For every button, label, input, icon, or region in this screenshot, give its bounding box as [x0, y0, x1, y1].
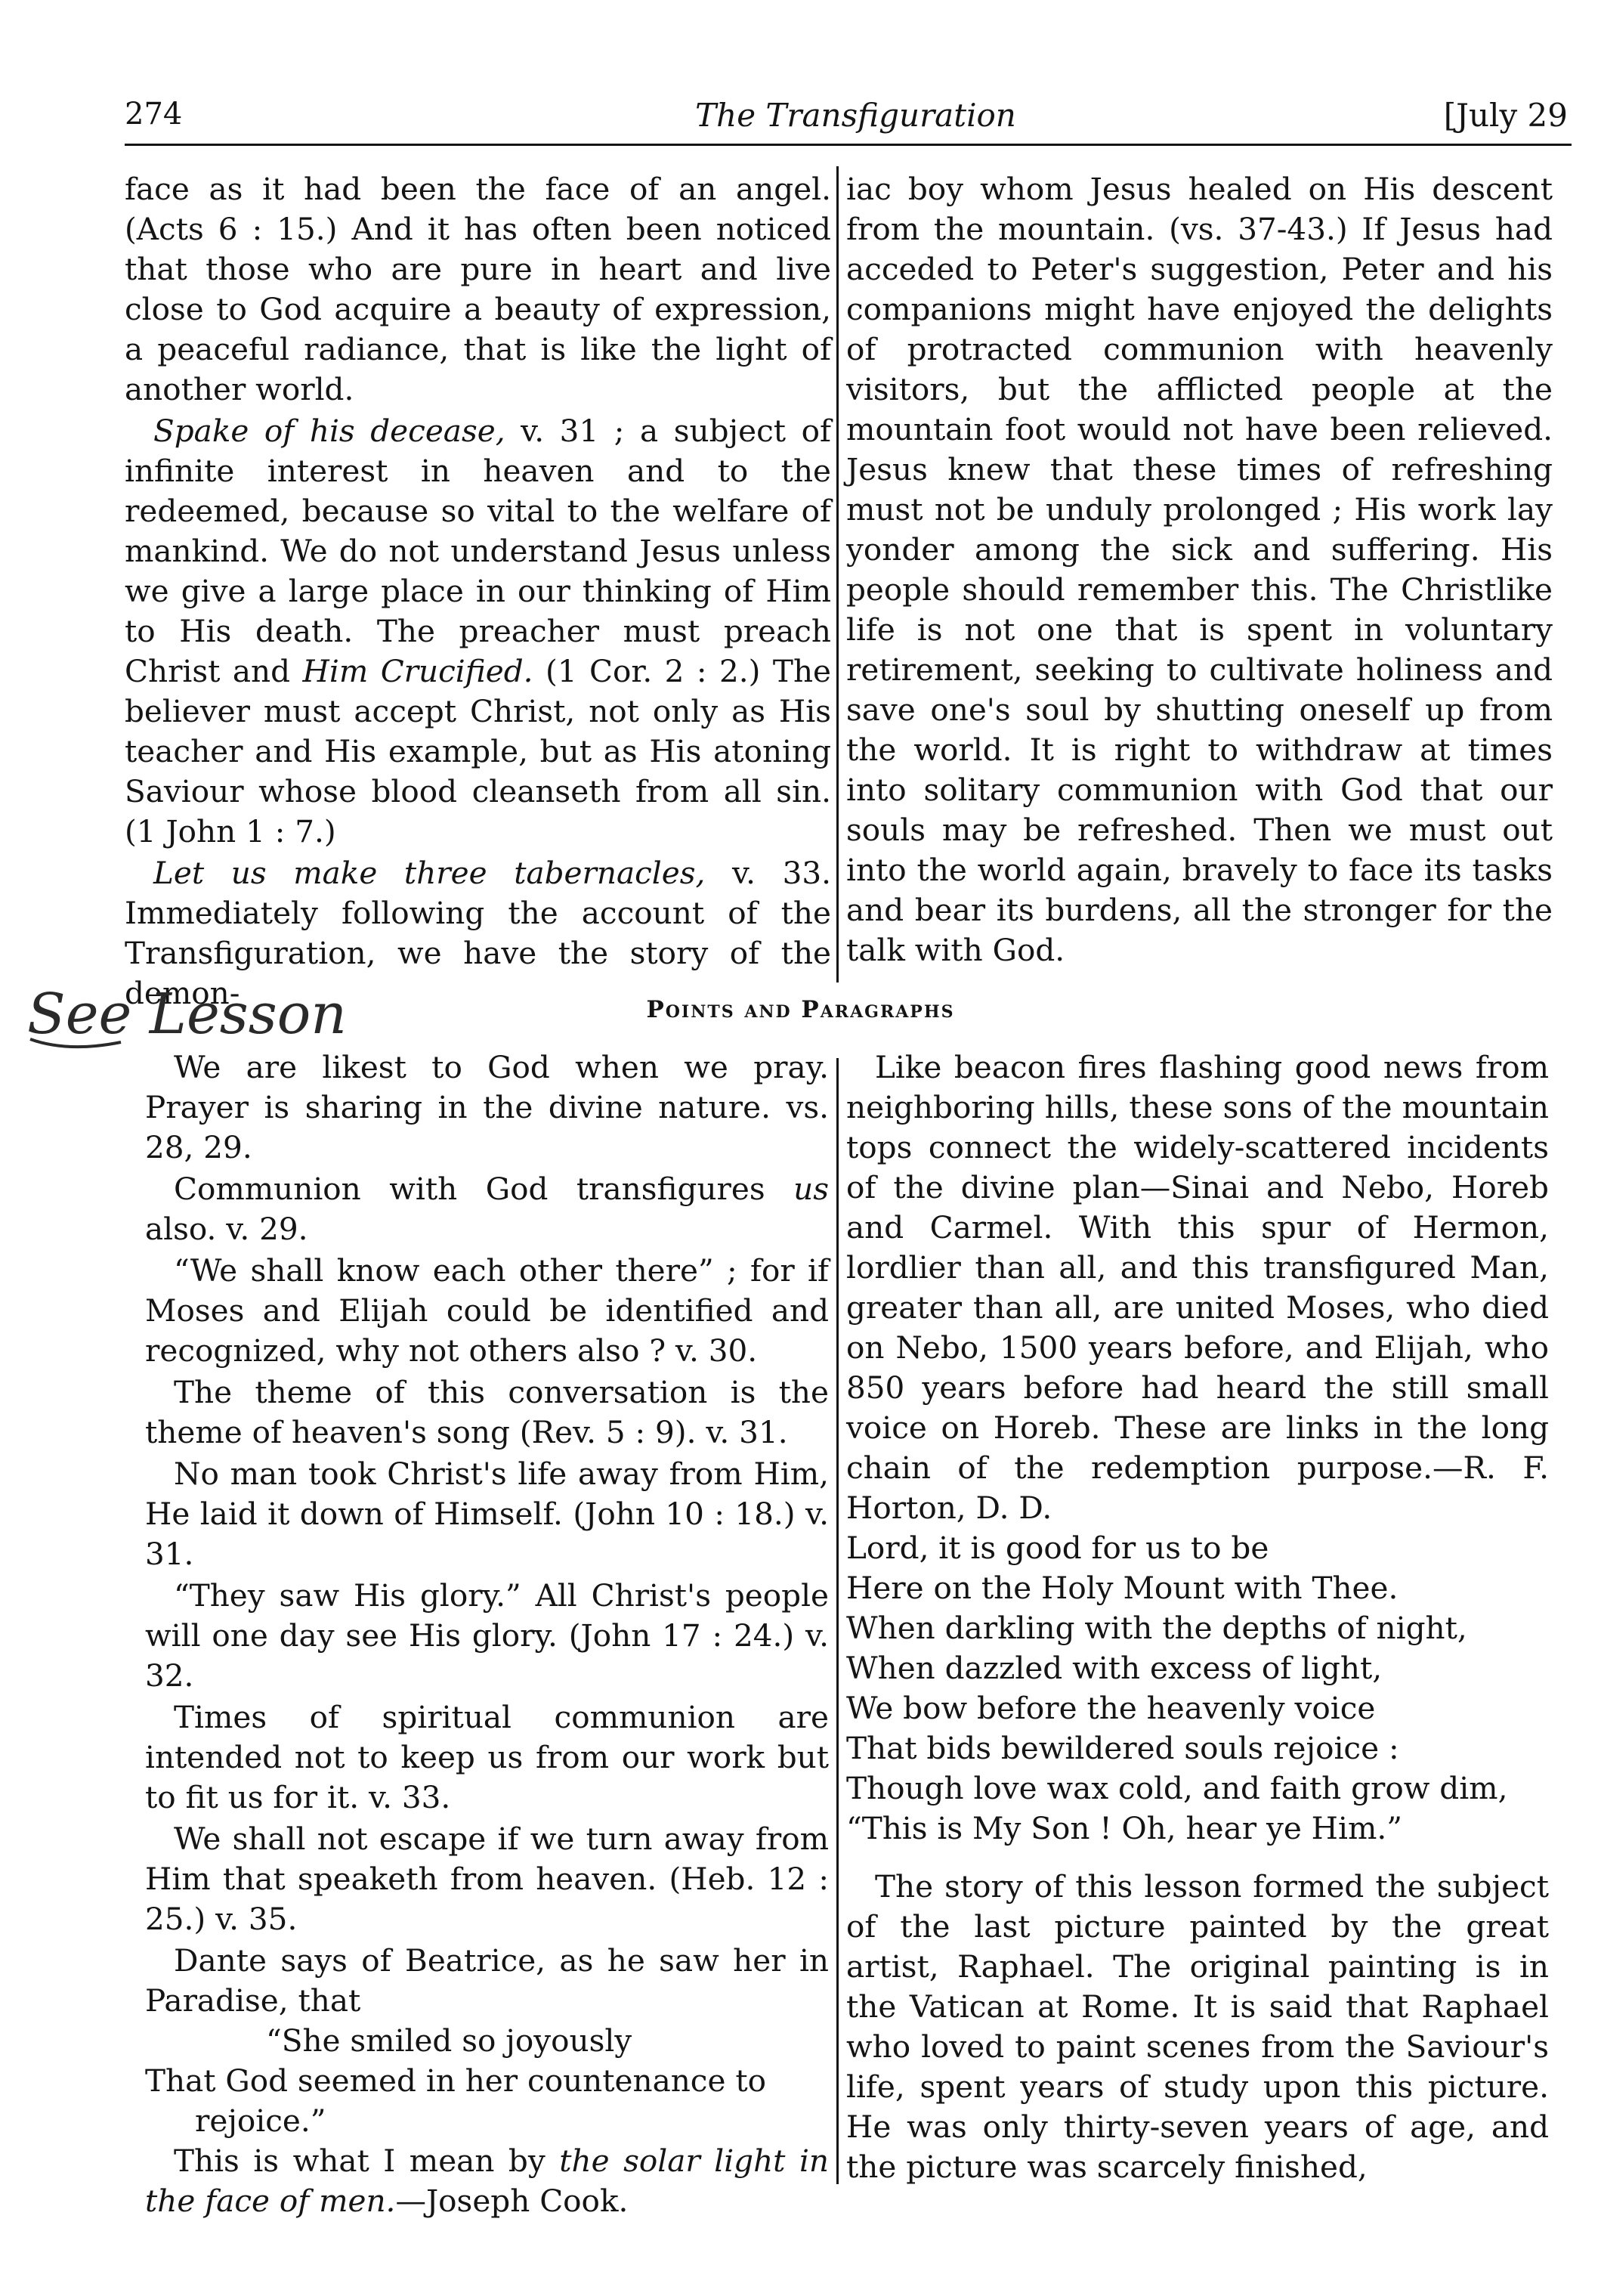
header-date: [July 29 — [1443, 97, 1568, 134]
hymn-stanza — [846, 1528, 1549, 1849]
running-title: The Transfiguration — [695, 97, 1016, 134]
section-heading: Points and Paragraphs — [646, 996, 955, 1023]
page-header — [125, 97, 1587, 144]
poem-line: When darkling with the depths of night, — [846, 1610, 1467, 1646]
point-item: Times of spiritual communion are intended not to keep us from our work but to fit us for it. v. 33. — [145, 1699, 829, 1815]
poem-line: Though love wax cold, and faith grow dim, — [846, 1770, 1508, 1806]
poem-line: “This is My Son ! Oh, hear ye Him.” — [846, 1810, 1402, 1846]
poem-line: We bow before the heavenly voice — [846, 1690, 1376, 1726]
point-item: Dante says of Beatrice, as he saw her in Paradise, that — [145, 1942, 829, 2019]
paragraph: Let us make three tabernacles, v. 33. Immediately following the account of the Transfiguration, we have the story of the demon- — [125, 855, 831, 1011]
quote-line: “She smiled so joyously — [266, 2022, 632, 2059]
paragraph: iac boy whom Jesus healed on His descent from the mountain. (vs. 37-43.) If Jesus had acceded to Peter's suggestion, Peter and his companions might have enjoyed the delights of protracted communion with heavenly visitors, but the afflicted people at the mountain foot would not have been relieved. Jesus knew that these times of refreshing must not be unduly prolonged ; His work lay yonder among the sick and suffering. His people should remember this. The Christlike life is not one that is spent in voluntary retirement, seeking to cultivate holiness and save one's soul by shutting oneself up from the world. It is right to withdraw at times into solitary communion with God that our souls may be refreshed. Then we must out into the world again, bravely to face its tasks and bear its burdens, all the stronger for the talk with God. — [846, 171, 1553, 968]
point-item: “We shall know each other there” ; for if Moses and Elijah could be identified and recognized, why not others also ? v. 30. — [145, 1252, 829, 1369]
point-item: No man took Christ's life away from Him, He laid it down of Himself. (John 10 : 18.) v. 31. — [145, 1456, 829, 1572]
points-right-column — [846, 1047, 1549, 2187]
point-item: We are likest to God when we pray. Prayer is sharing in the divine nature. vs. 28, 29. — [145, 1049, 829, 1165]
point-item: Communion with God transfigures us also. v. 29. — [145, 1171, 829, 1247]
italic-phrase: Him Crucified. — [302, 653, 533, 689]
dante-quote — [145, 2021, 829, 2141]
raphael-paragraph: The story of this lesson formed the subject of the last picture painted by the great artist, Raphael. The original painting is in the Vatican at Rome. It is said that Raphael who loved to paint scenes from the Saviour's life, spent years of study upon this picture. He was only thirty-seven years of age, and the picture was scarcely finished, — [846, 1868, 1549, 2185]
paragraph: Spake of his decease, v. 31 ; a subject of infinite interest in heaven and to the redeemed, because so vital to the welfare of mankind. We do not understand Jesus unless we give a large place in our thinking of Him to His death. The preacher must preach Christ and Him Crucified. (1 Cor. 2 : 2.) The believer must accept Christ, not only as His teacher and His example, but as His atoning Saviour whose blood cleanseth from all sin. (1 John 1 : 7.) — [125, 413, 831, 849]
poem-line: That bids bewildered souls rejoice : — [846, 1730, 1399, 1766]
lead-phrase: Spake of his decease, — [153, 413, 505, 449]
header-rule — [125, 144, 1572, 146]
point-item: The theme of this conversation is the theme of heaven's song (Rev. 5 : 9). v. 31. — [145, 1374, 829, 1450]
poem-line: When dazzled with excess of light, — [846, 1650, 1383, 1686]
cook-line: This is what I mean by the solar light in the face of men.—Joseph Cook. — [145, 2143, 829, 2219]
point-item: “They saw His glory.” All Christ's people will one day see His glory. (John 17 : 24.) v. 32. — [145, 1577, 829, 1694]
poem-line: Lord, it is good for us to be — [846, 1530, 1269, 1566]
quote-line: That God seemed in her countenance to — [145, 2062, 766, 2099]
paragraph: face as it had been the face of an angel. (Acts 6 : 15.) And it has often been noticed that those who are pure in heart and live close to God acquire a beauty of expression, a peaceful radiance, that is like the light of another world. — [125, 171, 831, 407]
poem-line: Here on the Holy Mount with Thee. — [846, 1570, 1399, 1606]
column-divider — [836, 166, 839, 982]
quote-line: rejoice.” — [195, 2103, 326, 2139]
lead-phrase: Let us make three tabernacles, — [153, 855, 706, 891]
point-item: We shall not escape if we turn away from Him that speaketh from heaven. (Heb. 12 : 25.) v. 35. — [145, 1821, 829, 1937]
column-divider — [836, 1058, 839, 2184]
points-left-column — [145, 1047, 829, 2221]
handwritten-note-text: See Lesson — [27, 982, 347, 1047]
page-number: 274 — [125, 97, 183, 132]
exposition-right-column — [846, 169, 1553, 970]
horton-paragraph: Like beacon fires flashing good news from neighboring hills, these sons of the mountain tops connect the widely-scattered incidents of the divine plan—Sinai and Nebo, Horeb and Carmel. With this spur of Hermon, lordlier than all, and this transfigured Man, greater than all, are united Moses, who died on Nebo, 1500 years before, and Elijah, who 850 years before had heard the still small voice on Horeb. These are links in the long chain of the redemption purpose.—R. F. Horton, D. D. — [846, 1049, 1549, 1526]
exposition-left-column — [125, 169, 831, 1013]
